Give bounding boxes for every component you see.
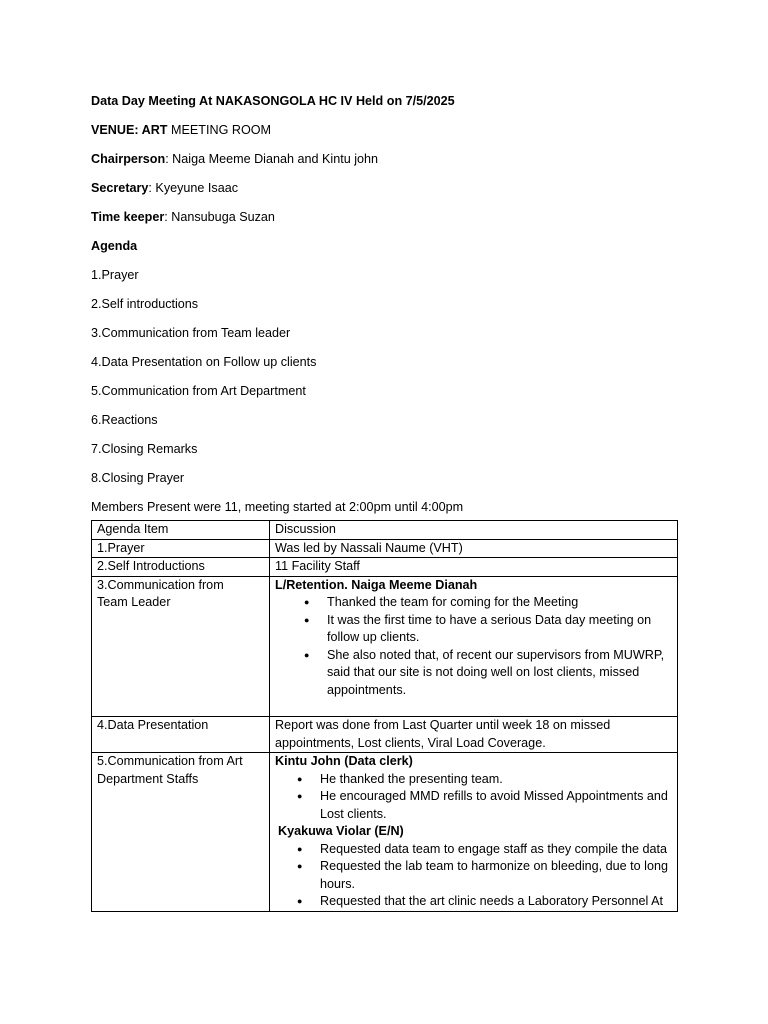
speaker-heading: Kintu John (Data clerk) <box>275 754 413 768</box>
list-item: ● Requested the lab team to harmonize on bleeding, due to long hours. <box>297 859 668 891</box>
list-item: ● He encouraged MMD refills to avoid Missed Appointments and Lost clients. <box>297 789 668 821</box>
agenda-item-cell: 2.Self Introductions <box>92 558 270 577</box>
minutes-table <box>91 520 678 912</box>
table-row <box>92 558 678 577</box>
list-item: ● Requested that the art clinic needs a Laboratory Personnel At <box>275 893 672 911</box>
agenda-item-text: 5.Communication from Art <box>97 754 243 768</box>
bullet-icon: ● <box>304 597 310 607</box>
table-row <box>92 717 678 753</box>
document-page <box>91 92 681 912</box>
agenda-item: 6.Reactions <box>91 413 158 427</box>
bullet-icon: ● <box>297 861 303 871</box>
agenda-heading: Agenda <box>91 239 138 253</box>
list-item: ● Thanked the team for coming for the Meeting <box>275 594 672 612</box>
agenda-item: 2.Self introductions <box>91 297 199 311</box>
discussion-cell <box>270 753 678 912</box>
agenda-item: 4.Data Presentation on Follow up clients <box>91 355 317 369</box>
speaker-heading: L/Retention. Naiga Meeme Dianah <box>275 577 478 592</box>
agenda-item: 3.Communication from Team leader <box>91 326 291 340</box>
agenda-item-text: Team Leader <box>97 595 171 609</box>
table-row <box>92 753 678 912</box>
discussion-cell <box>270 576 678 717</box>
list-item: ● It was the first time to have a serious Data day meeting on follow up clients. <box>304 612 652 644</box>
table-header-row <box>92 521 678 540</box>
list-item: ● Requested data team to engage staff as they compile the data <box>275 841 672 859</box>
column-header-discussion: Discussion <box>270 521 678 540</box>
secretary-line: Secretary: Kyeyune Isaac <box>91 181 239 195</box>
meeting-title: Data Day Meeting At NAKASONGOLA HC IV Held on 7/5/2025 <box>91 94 455 108</box>
members-note: Members Present were 11, meeting started at 2:00pm until 4:00pm <box>91 500 464 514</box>
agenda-item: 1.Prayer <box>91 268 139 282</box>
agenda-item-cell <box>92 576 270 717</box>
bullet-icon: ● <box>297 896 303 906</box>
agenda-item: 5.Communication from Art Department <box>91 384 306 398</box>
list-item: ● He thanked the presenting team. <box>275 771 672 789</box>
timekeeper-line: Time keeper: Nansubuga Suzan <box>91 210 275 224</box>
bullet-icon: ● <box>297 843 303 854</box>
discussion-cell: Was led by Nassali Naume (VHT) <box>270 539 678 558</box>
bullet-icon: ● <box>297 791 303 801</box>
agenda-item: 7.Closing Remarks <box>91 442 198 456</box>
agenda-item-cell: 1.Prayer <box>92 539 270 558</box>
speaker-heading: Kyakuwa Violar (E/N) <box>278 824 404 838</box>
chairperson-line: Chairperson: Naiga Meeme Dianah and Kintu john <box>91 152 379 166</box>
discussion-cell: 11 Facility Staff <box>270 558 678 577</box>
discussion-cell: Report was done from Last Quarter until week 18 on missed appointments, Lost clients, Viral Load Coverage. <box>270 717 678 753</box>
agenda-item-text: Department Staffs <box>97 771 199 786</box>
agenda-item: 8.Closing Prayer <box>91 471 185 485</box>
table-row <box>92 539 678 558</box>
agenda-item-text: 3.Communication from <box>97 577 224 592</box>
bullet-icon: ● <box>304 614 310 625</box>
table-row <box>92 576 678 717</box>
agenda-item-cell: 4.Data Presentation <box>92 717 270 753</box>
venue-line: VENUE: ART MEETING ROOM <box>91 123 272 137</box>
bullet-icon: ● <box>297 773 303 784</box>
column-header-agenda-item: Agenda Item <box>92 521 270 540</box>
agenda-item-cell <box>92 753 270 912</box>
bullet-icon: ● <box>304 649 310 660</box>
list-item: ● She also noted that, of recent our supervisors from MUWRP, said that our site is not doing well on lost clients, missed appointments. <box>304 647 665 697</box>
